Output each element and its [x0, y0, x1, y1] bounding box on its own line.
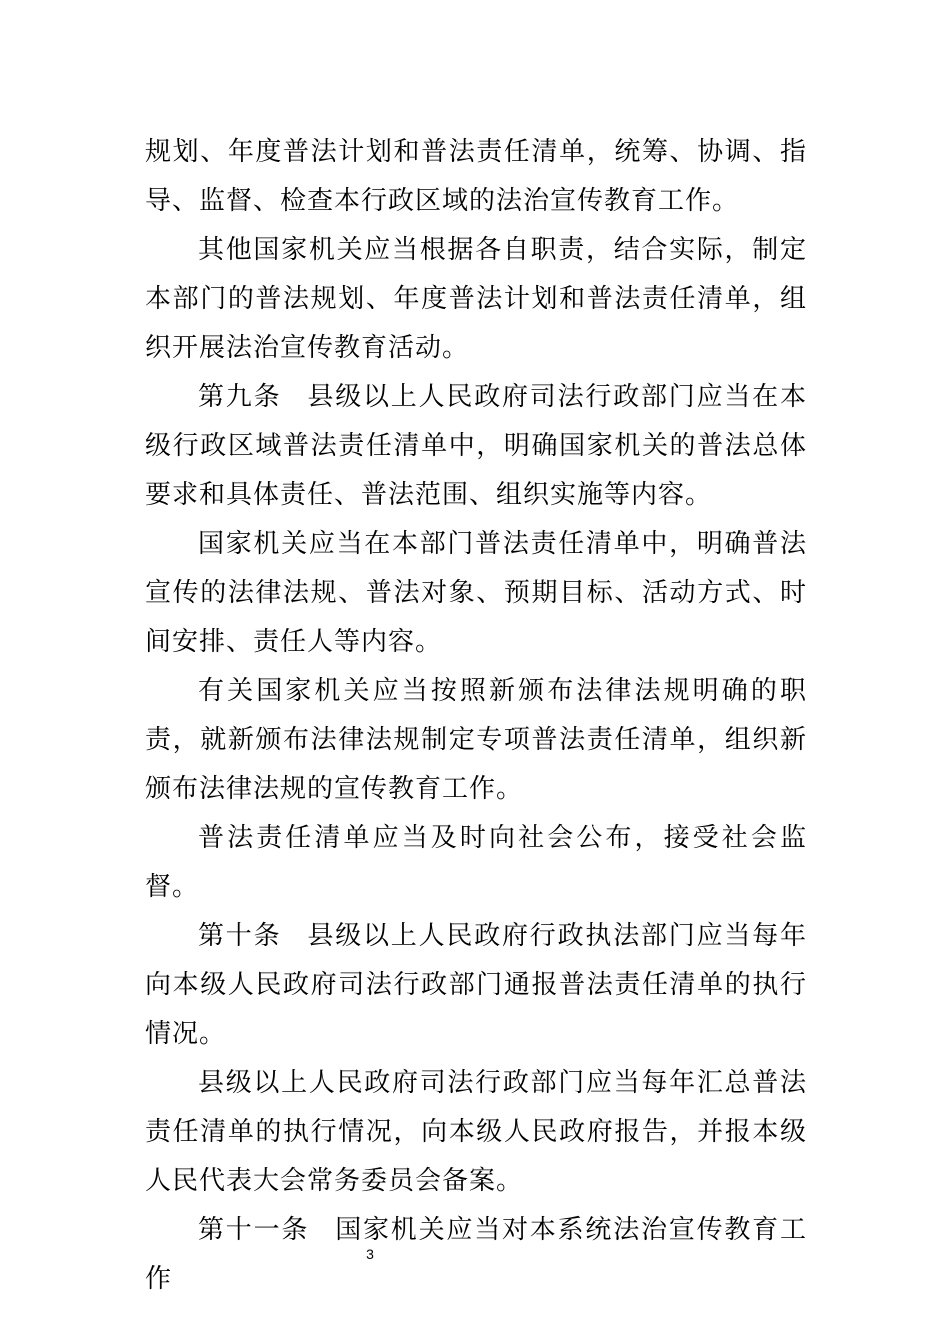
paragraph-text: 县级以上人民政府行政执法部门应当每年向本级人民政府司法行政部门通报普法责任清单的执行情况。 [145, 921, 807, 1049]
paragraph-continued [145, 128, 807, 226]
paragraph [145, 667, 807, 814]
paragraph-text: 有关国家机关应当按照新颁布法律法规明确的职责，就新颁布法律法规制定专项普法责任清单，组织新颁布法律法规的宣传教育工作。 [145, 676, 807, 804]
paragraph-text: 普法责任清单应当及时向社会公布，接受社会监督。 [145, 823, 807, 902]
paragraph [145, 1059, 807, 1206]
paragraph-text: 规划、年度普法计划和普法责任清单，统筹、协调、指导、监督、检查本行政区域的法治宣传教育工作。 [145, 137, 807, 216]
paragraph-text: 县级以上人民政府司法行政部门应当每年汇总普法责任清单的执行情况，向本级人民政府报告，并报本级人民代表大会常务委员会备案。 [145, 1068, 807, 1196]
article-number: 第十条 [198, 921, 282, 951]
paragraph-text: 国家机关应当对本系统法治宣传教育工作 [145, 1215, 807, 1294]
paragraph [145, 226, 807, 373]
document-page [145, 128, 807, 1304]
paragraph-text: 国家机关应当在本部门普法责任清单中，明确普法宣传的法律法规、普法对象、预期目标、活动方式、时间安排、责任人等内容。 [145, 529, 807, 657]
paragraph-text: 县级以上人民政府司法行政部门应当在本级行政区域普法责任清单中，明确国家机关的普法总体要求和具体责任、普法范围、组织实施等内容。 [145, 382, 807, 510]
paragraph [145, 520, 807, 667]
paragraph [145, 814, 807, 912]
article-9 [145, 373, 807, 520]
article-10 [145, 912, 807, 1059]
page-number: 3 [366, 1246, 374, 1262]
article-number: 第九条 [198, 382, 282, 412]
paragraph-text: 其他国家机关应当根据各自职责，结合实际，制定本部门的普法规划、年度普法计划和普法责任清单，组织开展法治宣传教育活动。 [145, 235, 807, 363]
article-number: 第十一条 [198, 1215, 310, 1245]
